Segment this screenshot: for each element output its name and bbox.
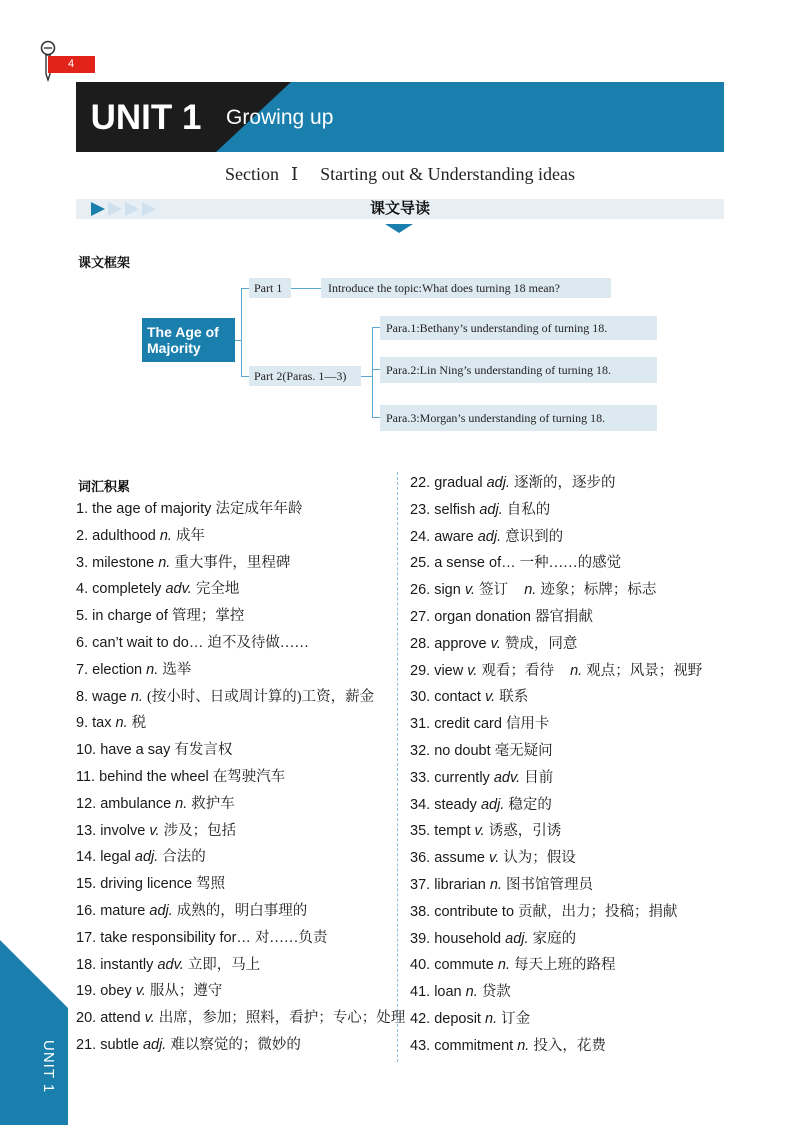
vocab-number: 17. [76, 929, 97, 946]
side-tab [0, 940, 68, 1125]
vocab-number: 10. [76, 742, 97, 759]
vocab-item [76, 1005, 405, 1032]
vocab-number: 28. [410, 635, 431, 652]
vocab-item [410, 1006, 702, 1033]
vocab-item [76, 978, 405, 1005]
vocab-pos: v. [489, 850, 500, 867]
vocab-meaning: 迹象；标牌；标志 [540, 582, 657, 599]
part2-label: Part 2(Paras. 1—3) [249, 366, 361, 386]
vocab-item [410, 577, 702, 604]
vocab-pos: n. [159, 527, 172, 544]
side-tab-label: UNIT 1 [40, 1040, 57, 1094]
vocab-meaning: 迫不及待做…… [207, 634, 309, 651]
vocab-number: 42. [410, 1010, 431, 1027]
vocab-item [410, 550, 702, 577]
vocab-word: assume [434, 850, 485, 867]
vocab-item [76, 1032, 405, 1059]
guide-bar [76, 199, 724, 219]
vocab-number: 38. [410, 903, 431, 920]
vocab-pos: adj. [486, 475, 510, 491]
vocab-pos: adj. [149, 902, 173, 919]
vocab-item [410, 1033, 702, 1060]
vocab-pos: adj. [480, 796, 505, 813]
vocab-word: behind the wheel [99, 768, 209, 785]
vocab-item [76, 684, 405, 711]
vocab-meaning: 在驾驶汽车 [212, 768, 286, 785]
vocab-word: organ donation [434, 608, 531, 625]
vocab-item [76, 791, 405, 818]
unit-label: UNIT 1 [76, 82, 216, 152]
vocab-word: gradual [434, 475, 483, 491]
vocab-meaning: 器官捐献 [534, 608, 593, 625]
vocab-meaning: 意识到的 [505, 528, 564, 545]
vocab-pos: adj. [479, 501, 503, 518]
vocab-meaning: 重大事件，里程碑 [174, 554, 291, 571]
vocab-item [410, 792, 702, 819]
vocab-word: steady [434, 796, 477, 813]
vocab-item [410, 818, 702, 845]
vocab-meaning: 对……负责 [254, 929, 328, 946]
vocab-item [76, 925, 405, 952]
vocab-number: 33. [410, 769, 431, 786]
vocab-word: deposit [434, 1010, 481, 1027]
vocab-word: driving licence [100, 876, 193, 893]
vocab-word: attend [100, 1010, 141, 1027]
vocab-heading: 词汇积累 [78, 479, 131, 494]
vocab-item [410, 765, 702, 792]
vocab-number: 32. [410, 742, 431, 759]
vocab-item [410, 711, 702, 738]
down-triangle-icon [385, 224, 413, 233]
vocab-number: 34. [410, 796, 431, 813]
vocab-pos: v. [467, 662, 478, 679]
vocab-meaning: 成年 [175, 527, 205, 544]
vocab-number: 9. [76, 715, 89, 732]
vocab-number: 12. [76, 795, 97, 812]
vocab-number: 18. [76, 956, 97, 973]
vocab-meaning: 毫无疑问 [494, 742, 553, 759]
vocab-item [410, 604, 702, 631]
vocab-pos: adj. [505, 930, 529, 947]
vocab-item [76, 844, 405, 871]
vocab-pos: n. [517, 1037, 530, 1054]
vocab-meaning: 自私的 [506, 501, 551, 518]
vocab-item [76, 550, 405, 577]
vocab-number: 39. [410, 930, 431, 947]
vocab-word: adulthood [92, 527, 156, 544]
framework-heading: 课文框架 [78, 255, 131, 270]
vocab-number: 23. [410, 501, 431, 518]
vocab-meaning: 贡献，出力；投稿；捐献 [518, 903, 678, 920]
vocab-meaning: 救护车 [191, 795, 235, 812]
vocab-number: 43. [410, 1037, 431, 1054]
vocab-item [410, 845, 702, 872]
vocab-word: milestone [92, 554, 155, 571]
vocab-pos: v. [474, 823, 485, 840]
vocab-number: 8. [76, 688, 89, 705]
vocab-item [76, 657, 405, 684]
vocab-meaning: 认为；假设 [503, 850, 576, 867]
vocab-pos: n. [130, 688, 143, 705]
vocab-pos: adj. [134, 849, 159, 866]
vocab-word: subtle [100, 1036, 139, 1053]
vocab-word: household [434, 930, 502, 947]
vocab-word: selfish [434, 501, 476, 518]
vocab-word: librarian [434, 876, 486, 893]
vocab-item [410, 979, 702, 1006]
vocab-item [410, 899, 702, 926]
vocab-meaning: 赞成，同意 [504, 635, 578, 652]
vocab-meaning: 涉及；包括 [163, 822, 237, 839]
section-number: Ⅰ [290, 164, 299, 184]
vocab-pos: n. [146, 661, 159, 678]
vocab-word: the age of majority [92, 501, 212, 517]
vocab-pos: n. [570, 662, 583, 679]
vocab-word: wage [92, 688, 127, 705]
vocab-pos: n. [485, 1010, 498, 1027]
vocab-number: 27. [410, 608, 431, 625]
vocab-meaning: 联系 [499, 689, 529, 706]
vocab-meaning: 难以察觉的；微妙的 [170, 1036, 301, 1053]
vocab-number: 2. [76, 527, 89, 544]
vocab-meaning: 一种……的感觉 [519, 555, 622, 572]
vocab-item [76, 523, 405, 550]
vocab-number: 41. [410, 984, 431, 1001]
vocab-number: 30. [410, 689, 431, 706]
vocab-number: 29. [410, 662, 431, 679]
vocab-item [410, 738, 702, 765]
vocab-meaning: 出席，参加；照料，看护；专心；处理 [158, 1010, 406, 1027]
vocab-pos: n. [465, 984, 478, 1001]
vocab-number: 16. [76, 902, 97, 919]
vocab-item [76, 952, 405, 979]
vocab-meaning: 选举 [162, 661, 192, 678]
vocab-meaning: 投入，花费 [533, 1037, 606, 1054]
vocab-meaning: 诱惑，引诱 [488, 823, 562, 840]
vocab-number: 19. [76, 983, 97, 1000]
vocab-item [410, 524, 702, 551]
vocab-number: 5. [76, 608, 89, 625]
vocab-pos: adv. [157, 956, 184, 973]
vocab-pos: n. [158, 554, 171, 571]
vocab-word: involve [100, 822, 146, 839]
vocab-number: 3. [76, 554, 89, 571]
vocab-item [76, 710, 405, 737]
framework-root: The Age of Majority [142, 318, 235, 362]
vocab-word: tempt [434, 823, 471, 840]
vocab-word: can’t wait to do… [92, 634, 204, 651]
vocab-meaning: 服从；遵守 [149, 983, 223, 1000]
vocab-meaning: 家庭的 [532, 930, 577, 947]
vocab-word: obey [100, 983, 132, 1000]
part1-text: Introduce the topic:What does turning 18 mean? [321, 278, 611, 298]
vocab-number: 25. [410, 555, 431, 572]
vocab-word: legal [100, 849, 131, 866]
vocab-word: take responsibility for… [100, 929, 251, 946]
vocab-meaning: 逐渐的，逐步的 [514, 475, 616, 491]
vocab-list-right [410, 470, 702, 1060]
vocab-item [410, 872, 702, 899]
section-name: Starting out & Understanding ideas [320, 164, 576, 184]
vocab-word: aware [434, 528, 474, 545]
guide-title: 课文导读 [369, 200, 430, 217]
unit-header [76, 82, 724, 152]
vocab-pos: adj. [142, 1036, 167, 1053]
vocab-word: no doubt [434, 742, 491, 759]
vocab-meaning: 成熟的，明白事理的 [176, 902, 308, 919]
vocab-meaning: 立即，马上 [187, 956, 261, 973]
vocab-word: completely [92, 581, 162, 598]
part1-label: Part 1 [249, 278, 291, 298]
vocab-word: have a say [100, 742, 171, 759]
vocab-meaning: 订金 [501, 1010, 531, 1027]
vocab-number: 37. [410, 876, 431, 893]
vocab-number: 15. [76, 876, 97, 893]
vocab-number: 22. [410, 475, 431, 491]
vocab-item [76, 764, 405, 791]
vocab-meaning: 贷款 [481, 984, 511, 1001]
vocab-item [76, 576, 405, 603]
vocab-pos: n. [524, 582, 537, 599]
vocab-meaning: 有发言权 [174, 742, 233, 759]
vocab-number: 1. [76, 501, 89, 517]
vocab-number: 31. [410, 716, 431, 733]
vocab-pos: n. [497, 957, 510, 974]
vocab-number: 36. [410, 850, 431, 867]
vocab-pos: v. [464, 582, 476, 599]
vocab-word: in charge of [92, 608, 168, 625]
vocab-number: 21. [76, 1036, 97, 1053]
section-label: Section [224, 164, 279, 184]
vocab-list-left [76, 496, 405, 1059]
vocab-item [410, 684, 702, 711]
unit-title: Growing up [226, 106, 334, 129]
vocab-item [76, 603, 405, 630]
vocab-item [76, 898, 405, 925]
vocab-pos: n. [489, 876, 502, 893]
vocab-pos: adv. [493, 769, 521, 786]
vocab-meaning: 法定成年年龄 [215, 501, 303, 517]
vocab-word: loan [434, 984, 462, 1001]
vocab-item [410, 658, 702, 685]
vocab-meaning: (按小时、日或周计算的)工资，薪金 [146, 688, 375, 705]
vocab-number: 13. [76, 822, 97, 839]
vocab-item [76, 496, 405, 523]
vocab-meaning: 管理；掌控 [171, 608, 245, 625]
vocab-word: credit card [434, 716, 502, 733]
vocab-number: 24. [410, 528, 431, 545]
vocab-word: contact [434, 689, 481, 706]
vocab-meaning: 驾照 [196, 876, 226, 893]
vocab-meaning: 税 [131, 715, 147, 732]
vocab-item [76, 630, 405, 657]
vocab-word: a sense of… [434, 555, 516, 572]
para1: Para.1:Bethany’s understanding of turning 18. [380, 316, 657, 340]
vocab-item [410, 470, 702, 497]
vocab-meaning: 合法的 [162, 849, 206, 866]
para2: Para.2:Lin Ning’s understanding of turning 18. [380, 357, 657, 383]
vocab-number: 26. [410, 582, 431, 599]
vocab-word: approve [434, 635, 487, 652]
vocab-meaning: 每天上班的路程 [514, 957, 616, 974]
vocab-number: 6. [76, 634, 89, 651]
section-title [0, 164, 800, 185]
vocab-number: 4. [76, 581, 89, 598]
vocab-word: commute [434, 957, 494, 974]
vocab-meaning: 完全地 [195, 581, 240, 598]
vocab-pos: v. [149, 822, 160, 839]
vocab-pos: v. [484, 689, 496, 706]
vocab-meaning: 签订 [479, 582, 509, 599]
vocab-pos: v. [144, 1010, 155, 1027]
vocab-number: 35. [410, 823, 431, 840]
vocab-item [76, 871, 405, 898]
vocab-number: 40. [410, 957, 431, 974]
vocab-meaning: 图书馆管理员 [505, 876, 593, 893]
para3: Para.3:Morgan’s understanding of turning 18. [380, 405, 657, 431]
vocab-word: view [434, 662, 464, 679]
vocab-pos: n. [115, 715, 128, 732]
vocab-word: tax [92, 715, 112, 732]
page-number: 4 [48, 56, 95, 73]
vocab-meaning: 观点；风景；视野 [586, 662, 703, 679]
vocab-item [410, 926, 702, 953]
vocab-pos: v. [135, 983, 146, 1000]
vocab-meaning: 观看；看待 [481, 662, 554, 679]
vocab-word: election [92, 661, 143, 678]
vocab-item [410, 952, 702, 979]
vocab-word: contribute to [434, 903, 515, 920]
vocab-number: 14. [76, 849, 97, 866]
vocab-word: mature [100, 902, 146, 919]
vocab-meaning: 稳定的 [508, 796, 552, 813]
vocab-pos: n. [175, 795, 188, 812]
vocab-word: instantly [100, 956, 154, 973]
vocab-meaning: 目前 [524, 769, 554, 786]
vocab-number: 7. [76, 661, 89, 678]
vocab-item [410, 497, 702, 524]
vocab-meaning: 信用卡 [505, 716, 550, 733]
vocab-number: 20. [76, 1010, 97, 1027]
vocab-number: 11. [76, 768, 96, 785]
vocab-word: ambulance [100, 795, 172, 812]
vocab-pos: v. [490, 635, 501, 652]
vocab-word: currently [434, 769, 490, 786]
vocab-word: commitment [434, 1037, 514, 1054]
vocab-pos: adv. [165, 581, 192, 598]
vocab-item [410, 631, 702, 658]
vocab-pos: adj. [477, 528, 502, 545]
vocab-word: sign [434, 582, 461, 599]
vocab-item [76, 818, 405, 845]
vocab-item [76, 737, 405, 764]
